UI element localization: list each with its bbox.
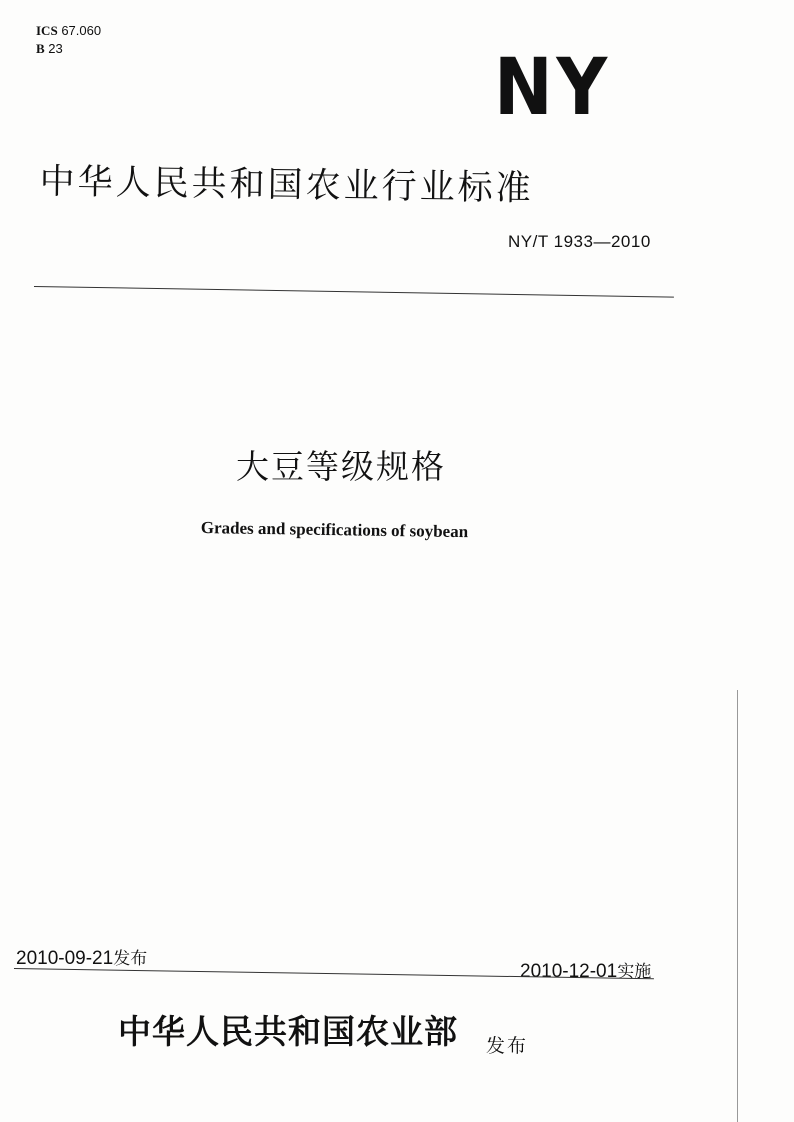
implementation-date-value: 2010-12-01: [520, 961, 618, 982]
ny-logo: NY: [494, 43, 611, 133]
issuing-authority: 中华人民共和国农业部: [118, 1012, 458, 1051]
ccs-code: 23: [48, 41, 63, 56]
issue-date-value: 2010-09-21: [16, 948, 114, 969]
ics-line: [36, 22, 101, 40]
title-english: Grades and specifications of soybean: [200, 518, 469, 542]
implementation-date: [520, 957, 651, 983]
title-chinese: 大豆等级规格: [236, 447, 446, 486]
ics-code: 67.060: [61, 23, 102, 38]
scan-edge-line: [737, 690, 738, 1122]
issue-date: [16, 944, 147, 970]
header-divider: [34, 286, 674, 298]
implementation-date-suffix: 实施: [617, 962, 652, 982]
classification-codes: [36, 22, 101, 58]
standard-type-heading: 中华人民共和国农业行业标准: [39, 161, 534, 209]
issue-date-suffix: 发布: [113, 949, 148, 969]
standard-number: NY/T 1933—2010: [508, 232, 651, 251]
ccs-label: B: [36, 41, 45, 56]
issuing-authority-suffix: 发布: [486, 1035, 529, 1057]
ccs-line: [36, 40, 101, 58]
ics-label: ICS: [36, 23, 58, 38]
